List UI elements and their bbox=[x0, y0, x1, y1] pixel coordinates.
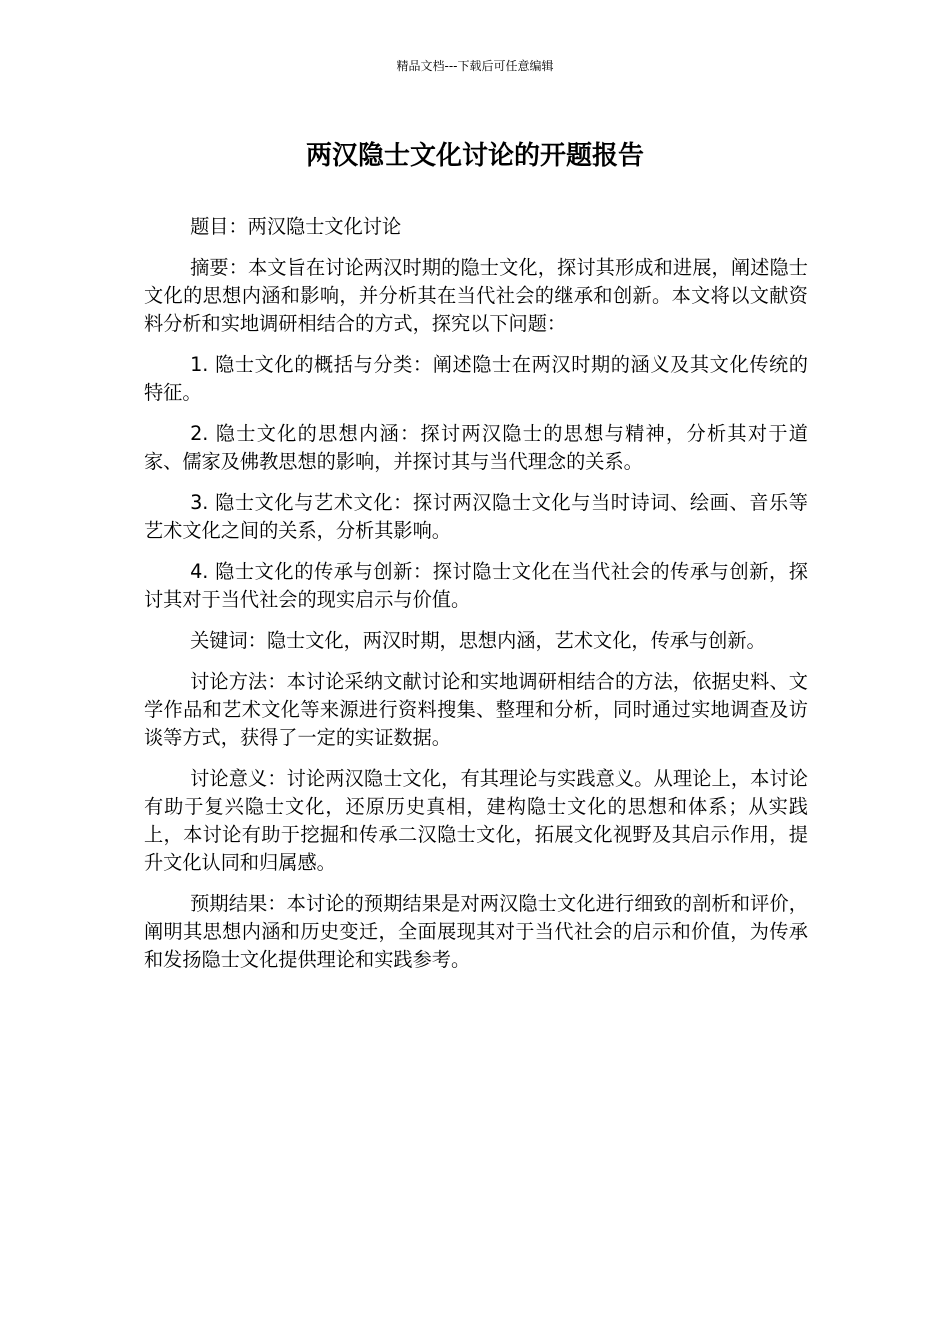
paragraph-keywords: 关键词：隐士文化，两汉时期，思想内涵，艺术文化，传承与创新。 bbox=[190, 629, 766, 652]
paragraph-item-3: 3. 隐士文化与艺术文化：探讨两汉隐士文化与当时诗词、绘画、音乐等艺术文化之间的关系，分析其影响。 bbox=[144, 491, 808, 542]
paragraph-significance: 讨论意义：讨论两汉隐士文化，有其理论与实践意义。从理论上，本讨论有助于复兴隐士文化，还原历史真相，建构隐士文化的思想和体系；从实践上，本讨论有助于挖掘和传承二汉隐士文化，拓展文化视野及其启示作用，提升文化认同和归属感。 bbox=[144, 767, 808, 874]
document-body bbox=[144, 213, 808, 987]
paragraph-item-4: 4. 隐士文化的传承与创新：探讨隐士文化在当代社会的传承与创新，探讨其对于当代社会的现实启示与价值。 bbox=[144, 560, 808, 611]
paragraph-method: 讨论方法：本讨论采纳文献讨论和实地调研相结合的方法，依据史料、文学作品和艺术文化等来源进行资料搜集、整理和分析，同时通过实地调查及访谈等方式，获得了一定的实证数据。 bbox=[144, 670, 808, 749]
paragraph-item-1: 1. 隐士文化的概括与分类：阐述隐士在两汉时期的涵义及其文化传统的特征。 bbox=[144, 353, 808, 404]
header-note: 精品文档---下载后可任意编辑 bbox=[396, 59, 554, 73]
document-title: 两汉隐士文化讨论的开题报告 bbox=[305, 141, 644, 171]
paragraph-topic: 题目：两汉隐士文化讨论 bbox=[190, 215, 402, 238]
paragraph-item-2: 2. 隐士文化的思想内涵：探讨两汉隐士的思想与精神，分析其对于道家、儒家及佛教思想的影响，并探讨其与当代理念的关系。 bbox=[144, 422, 808, 473]
paragraph-abstract: 摘要：本文旨在讨论两汉时期的隐士文化，探讨其形成和进展，阐述隐士文化的思想内涵和影响，并分析其在当代社会的继承和创新。本文将以文献资料分析和实地调研相结合的方式，探究以下问题： bbox=[144, 256, 808, 335]
paragraph-expected-results: 预期结果：本讨论的预期结果是对两汉隐士文化进行细致的剖析和评价，阐明其思想内涵和历史变迁，全面展现其对于当代社会的启示和价值，为传承和发扬隐士文化提供理论和实践参考。 bbox=[144, 892, 808, 971]
